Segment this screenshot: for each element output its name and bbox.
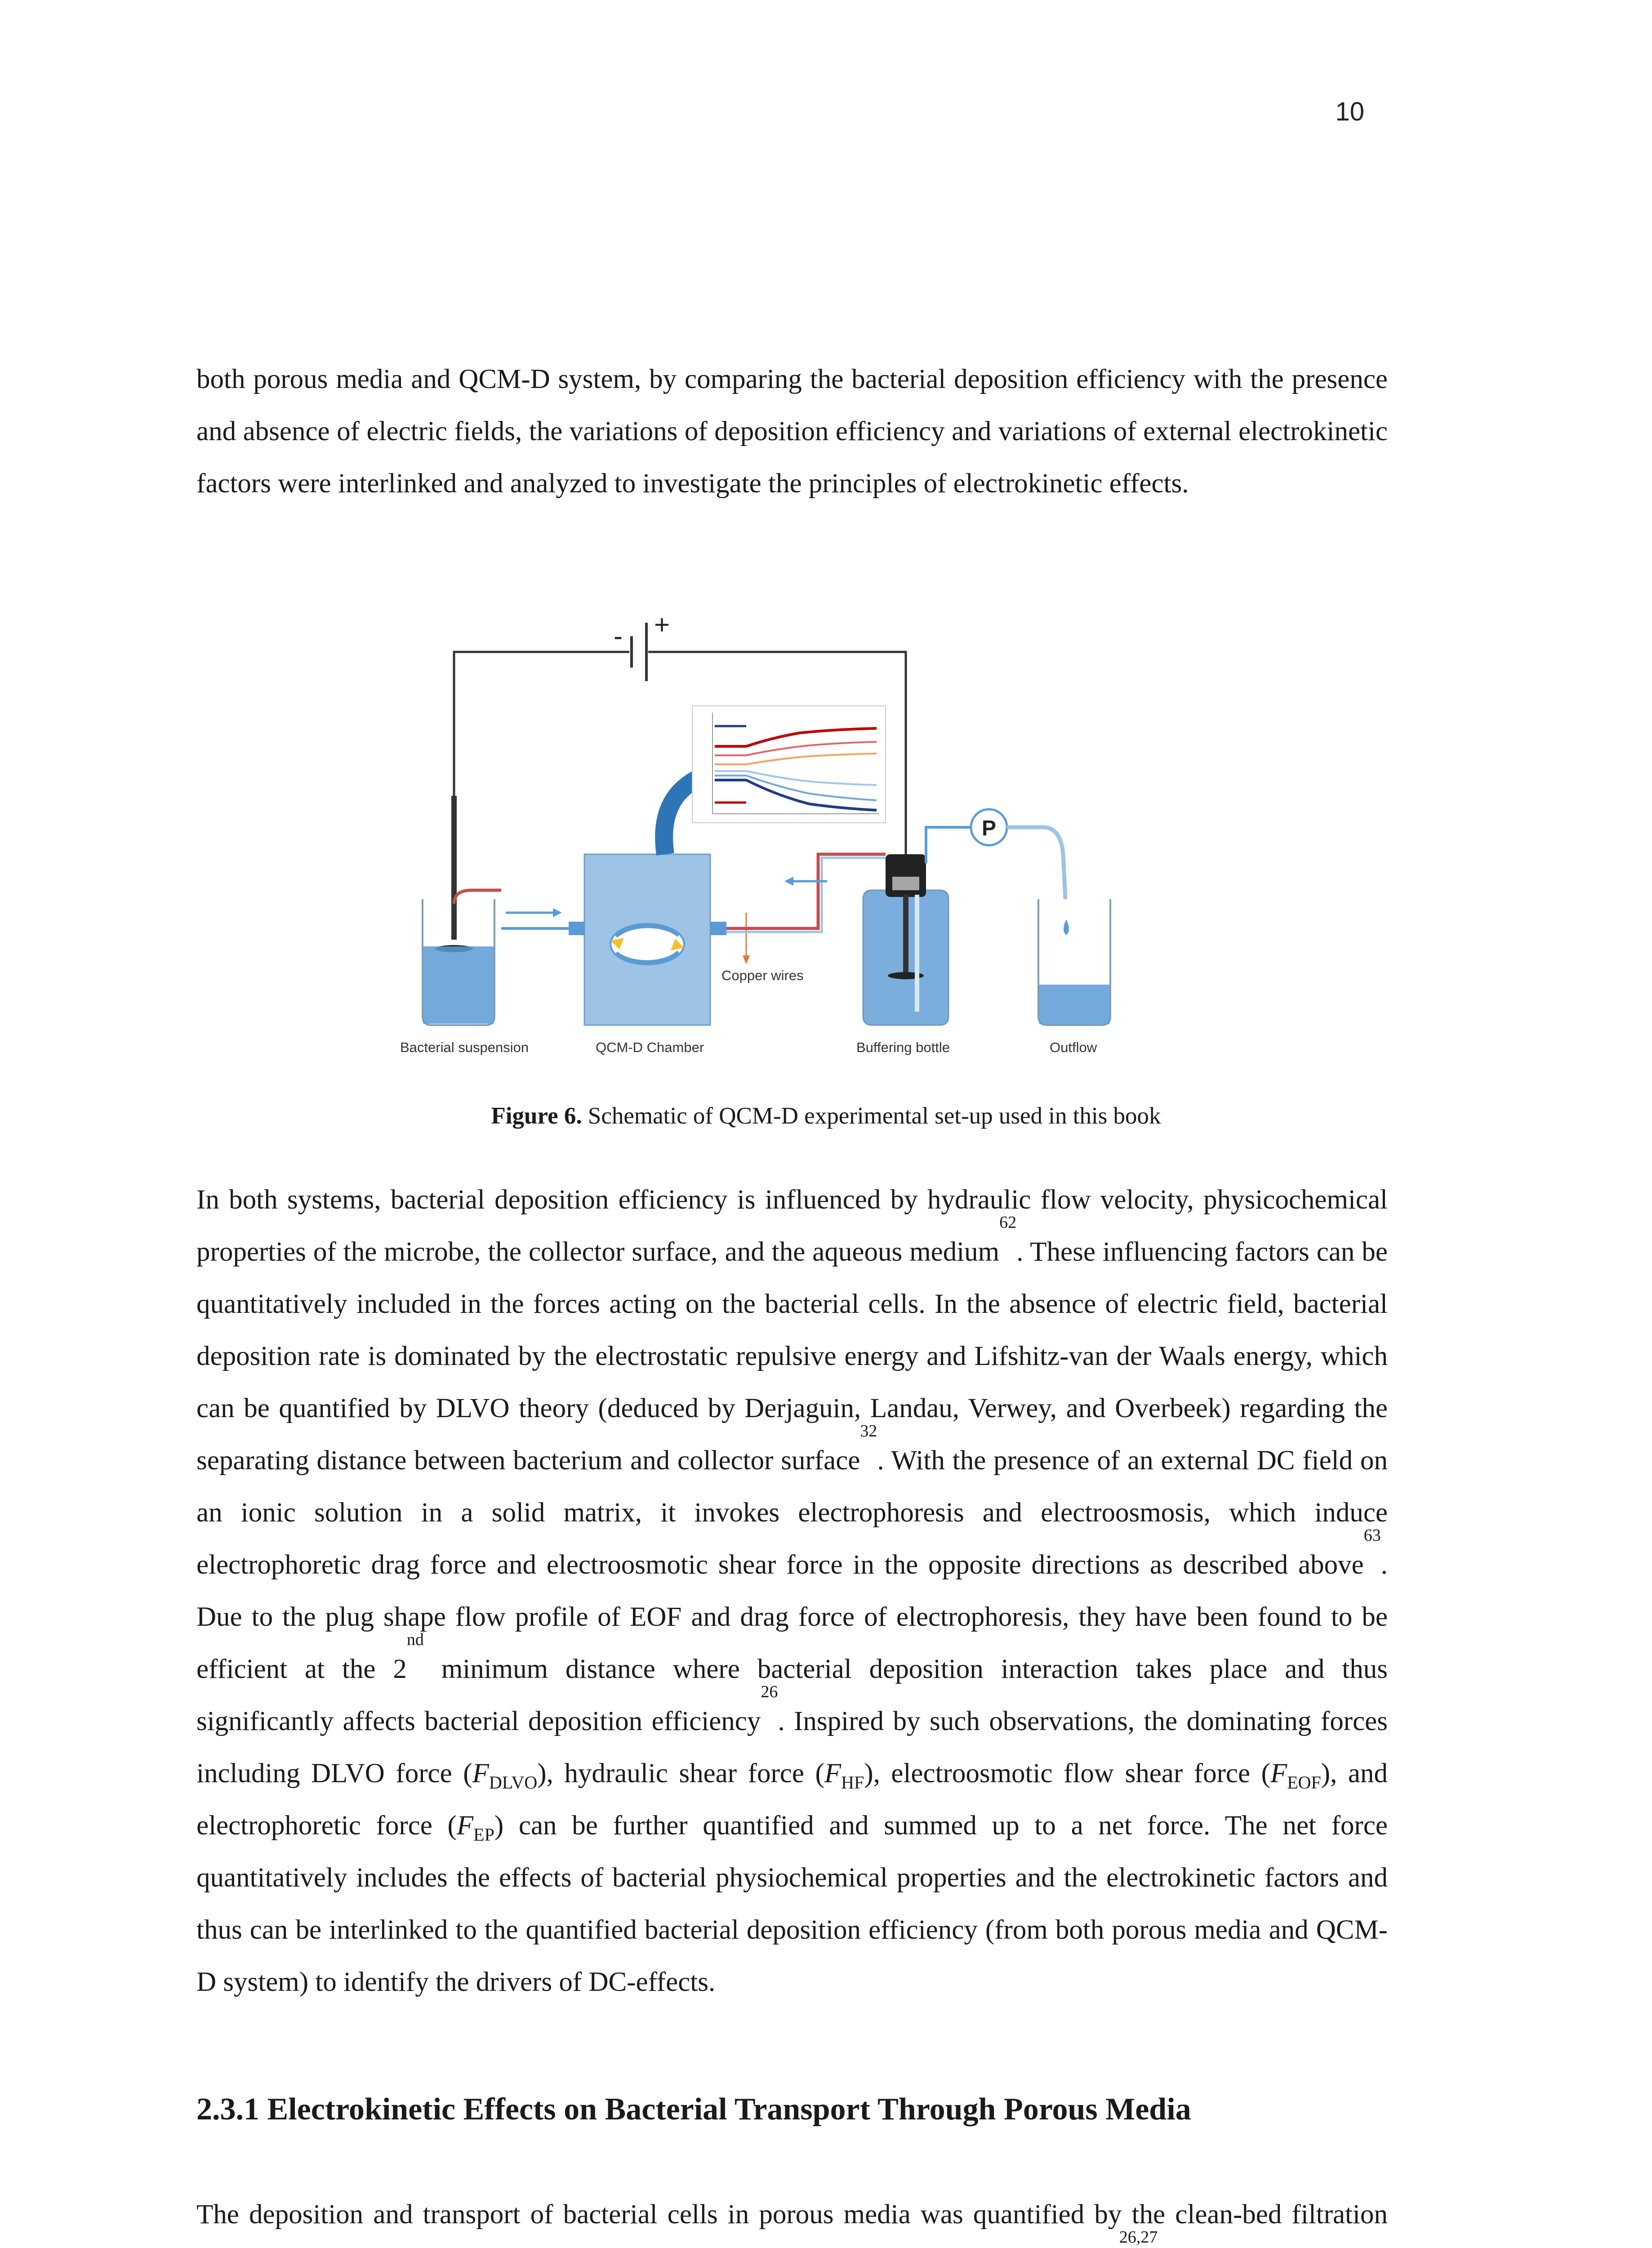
copper-wire-pointer-head [743,955,750,964]
body-paragraph [196,2189,1388,2248]
bacterial-suspension-liquid [423,946,494,1024]
outflow-liquid [1039,985,1109,1024]
chamber-outlet-port [710,922,726,935]
label-buffering-bottle: Buffering bottle [856,1039,950,1055]
text-run: . Due to the plug shape flow profile of EOF and drag force of electrophoresis, they have been found to be efficient at the 2 [196,1550,1388,1684]
tube-to-bottle-red [726,854,886,928]
text-run: . With the presence of an external DC field on an ionic solution in a solid matrix, it invokes electrophoresis and electroosmosis, which induce electrophoretic drag force and electroosmotic shear force in the opposite directions as described above [196,1445,1388,1580]
text-run: . These influencing factors can be quantitatively included in the forces acting on the bacterial cells. In the absence of electric field, bacterial deposition rate is dominated by the electrostatic repulsive energy and Lifshitz-van der Waals energy, which can be quantified by DLVO theory (deduced by Derjaguin, Landau, Verwey, and Overbeek) regarding the separating distance between bacterium and collector surface [196,1237,1388,1476]
ordinal-suffix: nd [406,1630,424,1649]
body-paragraph: both porous media and QCM-D system, by comparing the bacterial deposition efficiency with the presence and absence of electric fields, the variations of deposition efficiency and variations of external electrokinetic factors were interlinked and analyzed to investigate the principles of electrokinetic effects. [196,364,1388,499]
tube-to-bottle-blue [726,858,886,932]
caption-text: Schematic of QCM-D experimental set-up used in this book [582,1103,1161,1129]
citation: 63 [1363,1526,1381,1545]
text-run: The deposition and transport of bacterial cells in porous media was quantified by the clean-bed filtration [196,2199,1388,2230]
text-run: ) can be further quantified and summed up to a net force. The net force quantitatively includes the effects of bacterial physiochemical properties and the electrokinetic factors and thus can be interlinked to the quantified bacterial deposition efficiency (from both porous media and QCM-D system) to identify the drivers of DC-effects. [196,1811,1388,1997]
circuit-wire-left [454,652,629,796]
label-copper-wires: Copper wires [721,968,804,983]
page-number: 10 [1335,97,1364,126]
tube-to-outflow [1007,827,1065,899]
force-symbol: F [472,1758,489,1789]
force-subscript: HF [841,1772,864,1793]
flow-arrow-1-head [553,908,562,917]
force-symbol: F [456,1811,474,1841]
figure-caption [0,1102,1652,1129]
force-subscript: DLVO [489,1772,538,1793]
label-qcmd-chamber: QCM-D Chamber [596,1039,704,1055]
electrode-left [451,796,457,940]
tube-to-pump [926,827,971,863]
battery-minus-label: - [614,621,623,651]
flow-arrow-2-head [784,877,793,886]
chamber-inlet-port [569,922,585,935]
force-symbol: F [824,1758,842,1789]
section-heading: 2.3.1 Electrokinetic Effects on Bacterial Transport Through Porous Media [196,2092,1191,2127]
citation: 26,27 [1119,2228,1158,2247]
force-subscript: EP [473,1824,494,1845]
force-subscript: EOF [1287,1772,1321,1793]
bottle-cap-band [892,877,919,890]
citation: 32 [860,1422,877,1441]
citation: 26 [761,1682,778,1701]
outflow-drop [1064,919,1069,935]
text-run: ), and electrophoretic force ( [196,1758,1388,1841]
force-symbol: F [1270,1758,1287,1789]
battery-plus-label: + [654,610,670,640]
figure-qcmd-schematic [387,602,1151,1061]
label-bacterial-suspension: Bacterial suspension [400,1039,529,1055]
pump-label: P [982,816,997,840]
caption-label: Figure 6. [491,1103,582,1129]
label-outflow: Outflow [1050,1039,1097,1055]
text-run: minimum distance where bacterial deposition interaction takes place and thus significantly affects bacterial deposition efficiency [196,1654,1388,1736]
electrode-right [903,895,908,976]
bottle-cap [886,854,926,897]
bottle-outlet-straw [915,895,919,1012]
text-run: ), hydraulic shear force ( [537,1758,824,1789]
citation: 62 [999,1213,1017,1232]
qcmd-setup-diagram [387,602,1151,1061]
text-run: . Inspired by such observations, the dominating forces including DLVO force ( [196,1706,1388,1789]
text-run: ), electroosmotic flow shear force ( [864,1758,1270,1789]
body-paragraph [196,1174,1388,2008]
text-run: In both systems, bacterial deposition efficiency is influenced by hydraulic flow velocity, physicochemical properties of the microbe, the collector surface, and the aqueous medium [196,1185,1388,1267]
